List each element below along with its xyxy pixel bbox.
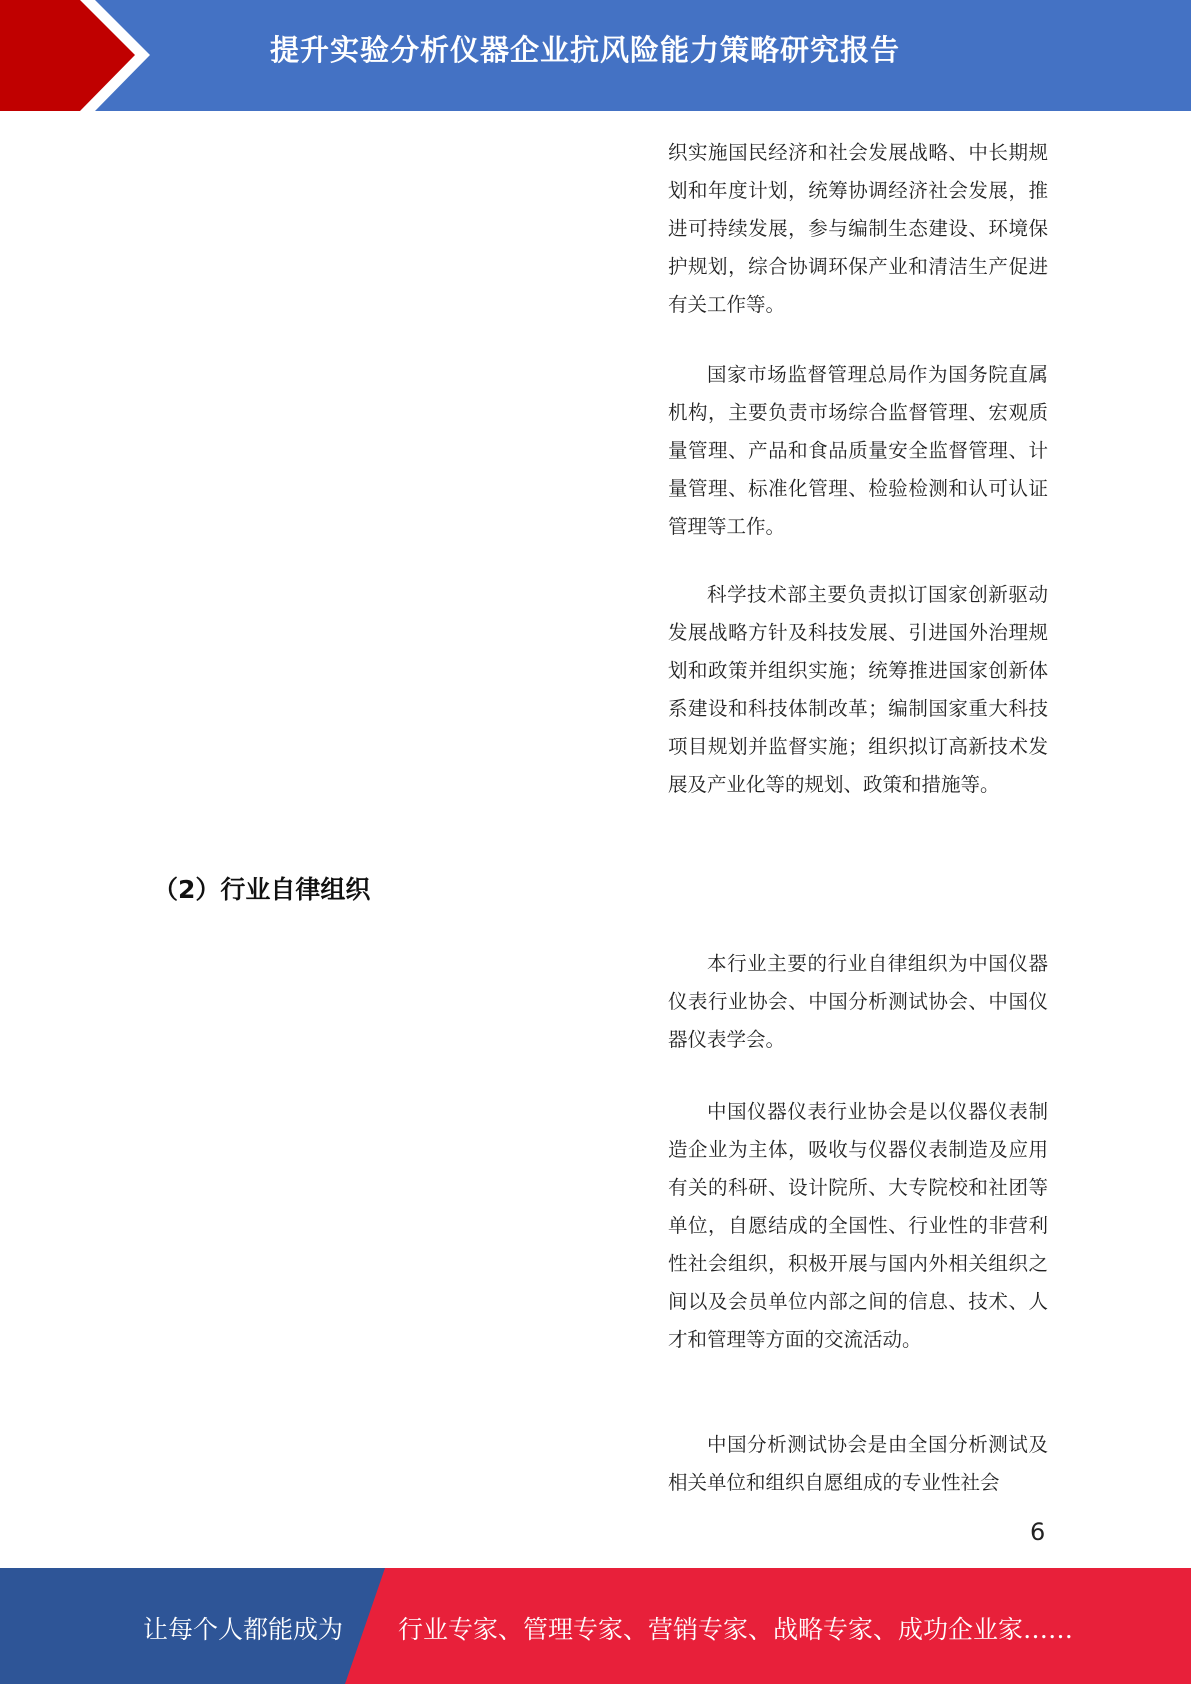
section-heading: （2）行业自律组织 bbox=[153, 875, 371, 904]
paragraph-block-3 bbox=[668, 576, 1048, 804]
paragraph: 织实施国民经济和社会发展战略、中长期规划和年度计划，统筹协调经济社会发展，推进可持续发展，参与编制生态建设、环境保护规划，综合协调环保产业和清洁生产促进有关工作等。 bbox=[668, 141, 1048, 316]
page-number: 6 bbox=[1030, 1518, 1046, 1546]
header-arrow-graphic bbox=[0, 0, 160, 111]
page-header bbox=[0, 0, 1191, 111]
page-footer bbox=[0, 1568, 1191, 1684]
paragraph-block-5 bbox=[668, 1093, 1048, 1359]
paragraph: 中国仪器仪表行业协会是以仪器仪表制造企业为主体，吸收与仪器仪表制造及应用有关的科研、设计院所、大专院校和社团等单位，自愿结成的全国性、行业性的非营利性社会组织，积极开展与国内外相关组织之间以及会员单位内部之间的信息、技术、人才和管理等方面的交流活动。 bbox=[668, 1100, 1048, 1351]
paragraph: 科学技术部主要负责拟订国家创新驱动发展战略方针及科技发展、引进国外治理规划和政策并组织实施；统筹推进国家创新体系建设和科技体制改革；编制国家重大科技项目规划并监督实施；组织拟订高新技术发展及产业化等的规划、政策和措施等。 bbox=[668, 583, 1048, 796]
paragraph-block-1 bbox=[668, 134, 1048, 324]
paragraph-block-6 bbox=[668, 1426, 1048, 1502]
paragraph-block-2 bbox=[668, 356, 1048, 546]
paragraph: 国家市场监督管理总局作为国务院直属机构，主要负责市场综合监督管理、宏观质量管理、产品和食品质量安全监督管理、计量管理、标准化管理、检验检测和认可认证管理等工作。 bbox=[668, 363, 1048, 538]
footer-slogan-left: 让每个人都能成为 bbox=[143, 1615, 344, 1644]
report-title: 提升实验分析仪器企业抗风险能力策略研究报告 bbox=[270, 33, 901, 67]
paragraph: 中国分析测试协会是由全国分析测试及相关单位和组织自愿组成的专业性社会 bbox=[668, 1433, 1048, 1494]
paragraph-block-4 bbox=[668, 945, 1048, 1059]
paragraph: 本行业主要的行业自律组织为中国仪器仪表行业协会、中国分析测试协会、中国仪器仪表学会。 bbox=[668, 952, 1048, 1051]
footer-slogan-right: 行业专家、管理专家、营销专家、战略专家、成功企业家…… bbox=[398, 1615, 1074, 1644]
